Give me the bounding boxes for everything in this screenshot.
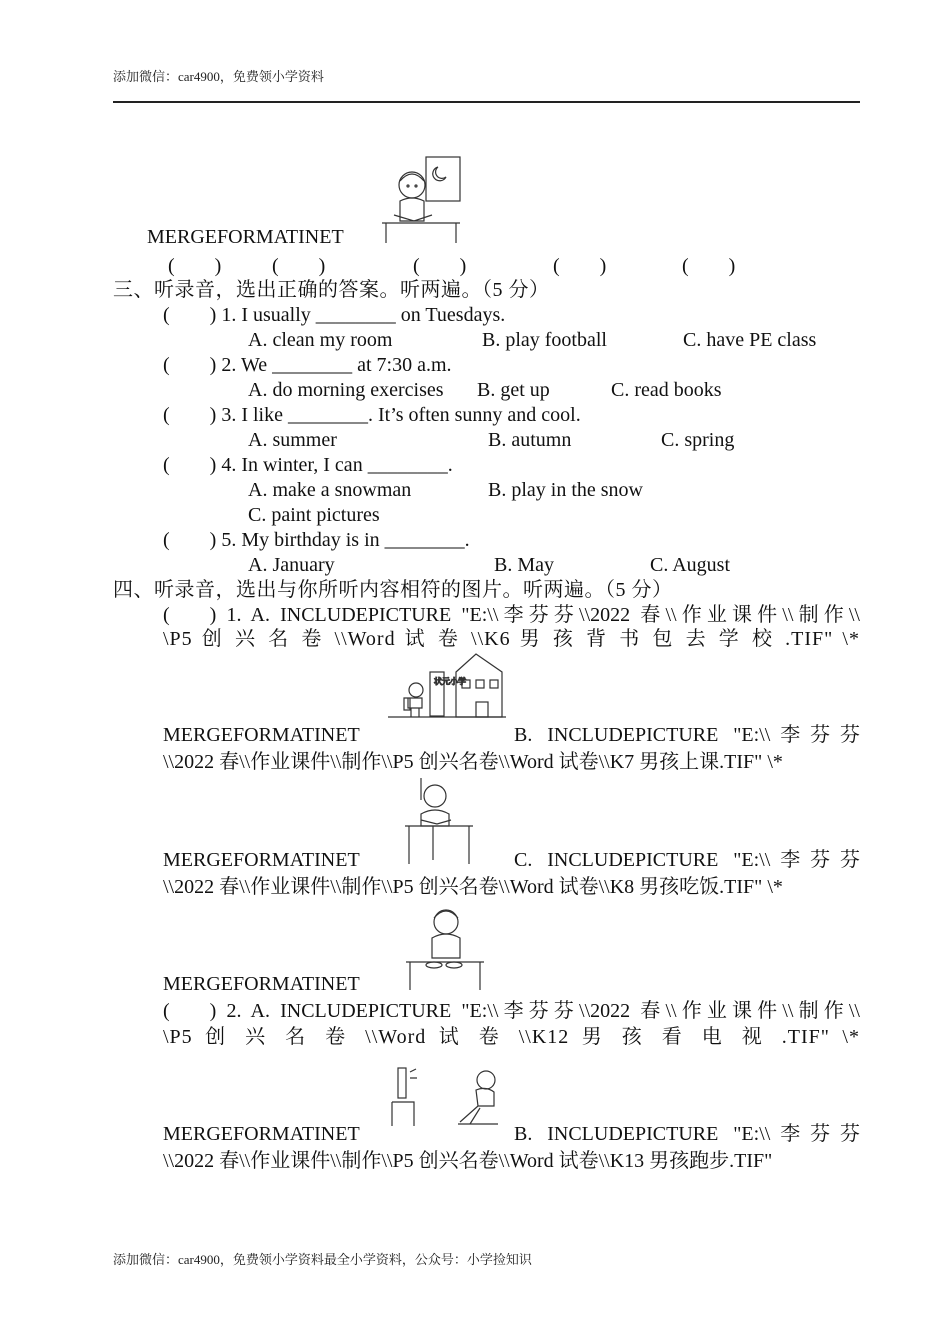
s3-q1-stem: ( ) 1. I usually ________ on Tuesdays. <box>163 304 506 326</box>
boy-eating-picture <box>404 904 486 992</box>
s4-q1-option-b: B. INCLUDEPICTURE "E:\\李芬芬 <box>514 724 860 746</box>
s3-q3-stem: ( ) 3. I like ________. It’s often sunny and cool. <box>163 404 581 426</box>
footer-text: 添加微信：car4900，免费领小学资料最全小学资料，公众号：小学捡知识 <box>113 1252 532 1267</box>
s4-q2-line1: ( ) 2. A. INCLUDEPICTURE "E:\\李芬芬\\2022 春\\作业课件\\制作\\ <box>163 1000 860 1022</box>
boy-going-to-school-picture <box>388 650 506 720</box>
s3-q2-option-a: A. do morning exercises <box>248 379 444 401</box>
s3-q2-option-b: B. get up <box>477 379 550 401</box>
s4-q2-option-b-path: \\2022 春\\作业课件\\制作\\P5 创兴名卷\\Word 试卷\\K13 男孩跑步.TIF" <box>163 1150 773 1172</box>
s3-q5-option-c: C. August <box>650 554 731 576</box>
section3-title: 三、听录音，选出正确的答案。听两遍。（5 分） <box>113 279 550 301</box>
s3-q5-stem: ( ) 5. My birthday is in ________. <box>163 529 470 551</box>
s3-q1-option-c: C. have PE class <box>683 329 817 351</box>
merge-label-2: MERGEFORMATINET <box>163 849 360 871</box>
s3-q5-option-a: A. January <box>248 554 335 576</box>
s3-q2-option-c: C. read books <box>611 379 722 401</box>
answer-bracket-3[interactable]: ( ) <box>413 255 467 277</box>
merge-label-1: MERGEFORMATINET <box>163 724 360 746</box>
header-text: 添加微信：car4900，免费领小学资料 <box>113 69 324 84</box>
s4-q2-line2: \P5 创 兴 名 卷 \\Word 试 卷 \\K12 男 孩 看 电 视 .TIF" \* <box>163 1026 860 1048</box>
boy-in-class-picture <box>403 776 475 866</box>
s4-q1-option-b-path: \\2022 春\\作业课件\\制作\\P5 创兴名卷\\Word 试卷\\K7 男孩上课.TIF" \* <box>163 751 783 773</box>
merge-label-top: MERGEFORMATINET <box>147 226 344 248</box>
answer-bracket-1[interactable]: ( ) <box>168 255 222 277</box>
s3-q4-option-a: A. make a snowman <box>248 479 412 501</box>
s3-q4-option-b: B. play in the snow <box>488 479 643 501</box>
s3-q4-option-c: C. paint pictures <box>248 504 380 526</box>
s3-q3-option-a: A. summer <box>248 429 337 451</box>
s4-q1-option-c-path: \\2022 春\\作业课件\\制作\\P5 创兴名卷\\Word 试卷\\K8 男孩吃饭.TIF" \* <box>163 876 783 898</box>
s4-q1-line1: ( ) 1. A. INCLUDEPICTURE "E:\\李芬芬\\2022 春\\作业课件\\制作\\ <box>163 604 860 626</box>
s4-q1-option-c: C. INCLUDEPICTURE "E:\\李芬芬 <box>514 849 860 871</box>
s3-q2-stem: ( ) 2. We ________ at 7:30 a.m. <box>163 354 452 376</box>
section4-title: 四、听录音，选出与你所听内容相符的图片。听两遍。（5 分） <box>113 579 673 601</box>
s3-q1-option-a: A. clean my room <box>248 329 393 351</box>
s3-q1-option-b: B. play football <box>482 329 607 351</box>
s3-q5-option-b: B. May <box>494 554 554 576</box>
boy-reading-at-night-picture <box>380 155 462 247</box>
s3-q3-option-b: B. autumn <box>488 429 572 451</box>
merge-label-4: MERGEFORMATINET <box>163 1123 360 1145</box>
answer-bracket-2[interactable]: ( ) <box>272 255 326 277</box>
s3-q3-option-c: C. spring <box>661 429 735 451</box>
answer-bracket-5[interactable]: ( ) <box>682 255 736 277</box>
merge-label-3: MERGEFORMATINET <box>163 973 360 995</box>
s3-q4-stem: ( ) 4. In winter, I can ________. <box>163 454 453 476</box>
header-rule <box>113 101 860 103</box>
s4-q1-line2: \P5 创 兴 名 卷 \\Word 试 卷 \\K6 男 孩 背 书 包 去 学 校 .TIF" \* <box>163 628 860 650</box>
s4-q2-option-b: B. INCLUDEPICTURE "E:\\李芬芬 <box>514 1123 860 1145</box>
answer-bracket-4[interactable]: ( ) <box>553 255 607 277</box>
boy-watching-tv-picture <box>388 1064 502 1128</box>
school-sign-text: 状元小学 <box>434 677 466 686</box>
